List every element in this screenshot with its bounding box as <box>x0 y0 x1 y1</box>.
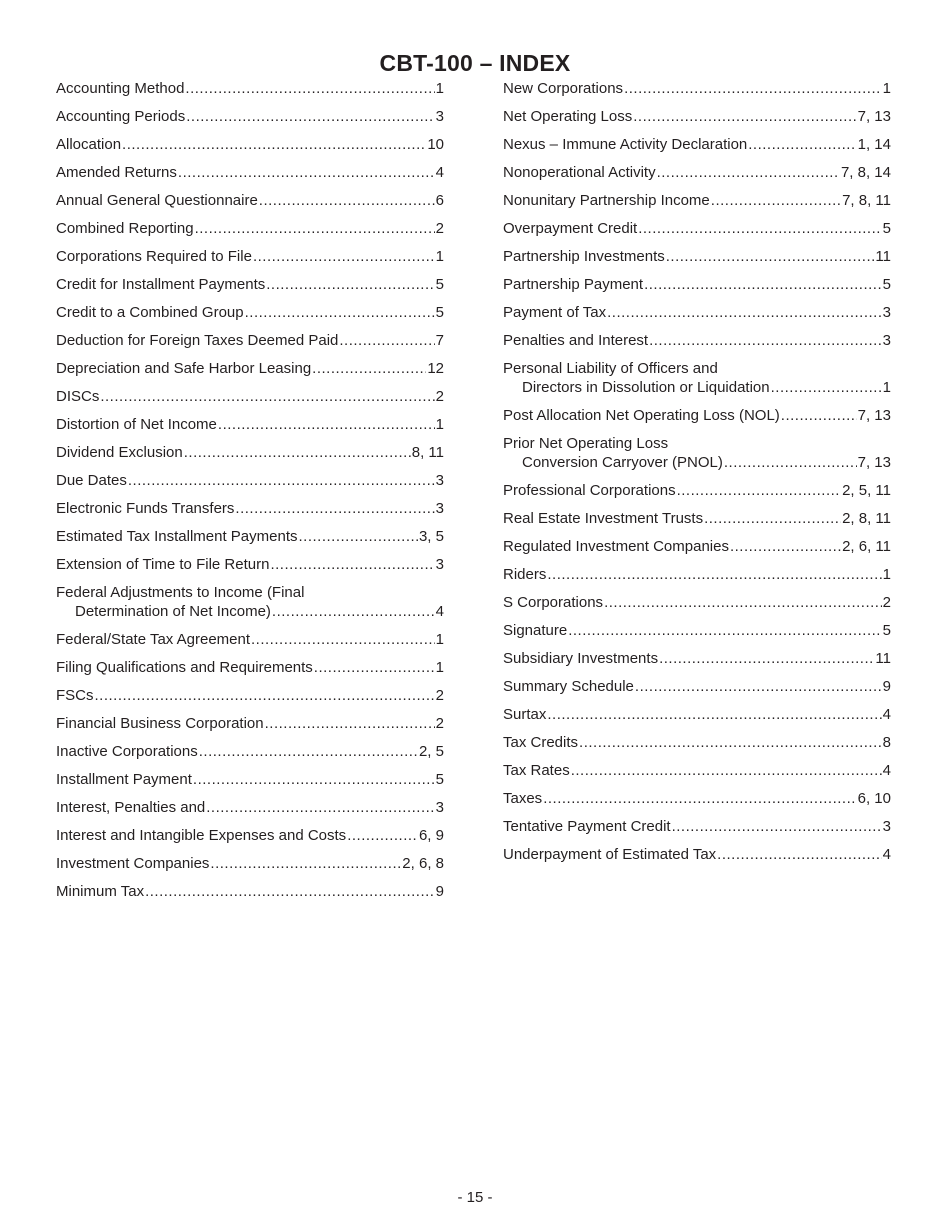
index-entry <box>503 135 891 154</box>
index-entry <box>503 565 891 584</box>
index-entry-label: Credit for Installment Payments <box>56 276 266 293</box>
index-entry <box>503 509 891 528</box>
index-entry-page: 1 <box>435 248 444 265</box>
index-entry-page: 2 <box>435 220 444 237</box>
index-entry-page: 3 <box>435 108 444 125</box>
index-entry-label: Tentative Payment Credit <box>503 818 671 835</box>
index-entry <box>503 537 891 556</box>
index-entry-label: Electronic Funds Transfers <box>56 500 235 517</box>
index-entry-page: 1 <box>435 631 444 648</box>
index-entry-page: 4 <box>435 603 444 620</box>
dot-leader <box>711 191 841 210</box>
index-entry-label: Overpayment Credit <box>503 220 638 237</box>
index-entry-page: 2, 5 <box>418 743 444 760</box>
dot-leader <box>771 378 882 397</box>
index-entry-page: 4 <box>882 846 891 863</box>
index-entry-label: Underpayment of Estimated Tax <box>503 846 717 863</box>
dot-leader <box>145 882 435 901</box>
index-entry <box>56 854 444 873</box>
index-entry-line <box>503 481 891 500</box>
dot-leader <box>638 219 881 238</box>
index-entry-page: 7, 13 <box>857 108 891 125</box>
index-entry <box>503 789 891 808</box>
index-entry-page: 1 <box>882 80 891 97</box>
index-entry-page: 6, 9 <box>418 827 444 844</box>
index-entry-page: 6 <box>435 192 444 209</box>
index-entry-line <box>503 789 891 808</box>
index-entry-label: Directors in Dissolution or Liquidation <box>522 379 770 396</box>
index-entry <box>56 415 444 434</box>
dot-leader <box>251 630 435 649</box>
index-entry-label: Financial Business Corporation <box>56 715 264 732</box>
index-entry-line <box>56 798 444 817</box>
index-entry-page: 3 <box>882 818 891 835</box>
index-entry-page: 5 <box>882 276 891 293</box>
index-entry-line <box>503 247 891 266</box>
dot-leader <box>95 686 435 705</box>
index-entry-label: Tax Rates <box>503 762 570 779</box>
index-entry-line <box>56 826 444 845</box>
dot-leader <box>579 733 882 752</box>
index-entry-page: 2 <box>435 687 444 704</box>
index-entry <box>56 630 444 649</box>
index-entry-page: 1 <box>882 379 891 396</box>
index-entry-page: 3 <box>435 556 444 573</box>
index-entry-label: Nonoperational Activity <box>503 164 656 181</box>
index-entry-line <box>503 565 891 584</box>
index-entry-line <box>56 686 444 705</box>
index-entry-line <box>503 537 891 556</box>
index-entry-line <box>56 555 444 574</box>
index-entry-line <box>503 845 891 864</box>
index-entry-page: 2 <box>435 715 444 732</box>
index-entry-label: Nonunitary Partnership Income <box>503 192 710 209</box>
index-entry <box>56 471 444 490</box>
index-entry-line <box>503 219 891 238</box>
index-entry-line <box>56 471 444 490</box>
dot-leader <box>185 79 434 98</box>
index-entry-page: 4 <box>435 164 444 181</box>
index-entry-page: 7 <box>435 332 444 349</box>
index-entry-label: Depreciation and Safe Harbor Leasing <box>56 360 312 377</box>
index-entry-page: 5 <box>435 771 444 788</box>
index-entry-line <box>56 247 444 266</box>
index-entry-label: Investment Companies <box>56 855 210 872</box>
dot-leader <box>245 303 435 322</box>
index-entry-label: Professional Corporations <box>503 482 676 499</box>
index-entry-page: 6, 10 <box>857 790 891 807</box>
index-entry <box>56 882 444 901</box>
index-entry <box>503 359 891 397</box>
dot-leader <box>314 658 435 677</box>
dot-leader <box>659 649 874 668</box>
index-entry-line <box>56 219 444 238</box>
dot-leader <box>672 817 882 836</box>
dot-leader <box>122 135 426 154</box>
index-entry <box>56 527 444 546</box>
index-entry <box>56 247 444 266</box>
index-entry <box>56 275 444 294</box>
dot-leader <box>571 761 882 780</box>
index-entry-label: Federal/State Tax Agreement <box>56 631 251 648</box>
index-entry-page: 7, 8, 11 <box>842 192 891 209</box>
index-entry-label: Corporations Required to File <box>56 248 252 265</box>
index-entry-label: Penalties and Interest <box>503 332 649 349</box>
index-entry-line <box>503 79 891 98</box>
index-entry-label: Signature <box>503 622 568 639</box>
index-entry-label: Combined Reporting <box>56 220 194 237</box>
dot-leader <box>624 79 882 98</box>
dot-leader <box>607 303 882 322</box>
index-entry-line <box>56 658 444 677</box>
index-entry-line <box>56 630 444 649</box>
dot-leader <box>312 359 426 378</box>
index-entry-line <box>503 163 891 182</box>
index-entry <box>503 434 891 472</box>
index-entry-line <box>56 527 444 546</box>
index-entry-label: Regulated Investment Companies <box>503 538 729 555</box>
index-entry-label: Annual General Questionnaire <box>56 192 258 209</box>
index-entry-line <box>503 649 891 668</box>
index-entry <box>56 107 444 126</box>
index-entry <box>503 303 891 322</box>
index-entry-label: Amended Returns <box>56 164 177 181</box>
index-entry-page: 12 <box>427 360 444 377</box>
index-entry-page: 2, 5, 11 <box>842 482 891 499</box>
index-entry <box>503 79 891 98</box>
index-entry-label: Distortion of Net Income <box>56 416 217 433</box>
dot-leader <box>178 163 435 182</box>
index-entry-label: Post Allocation Net Operating Loss (NOL) <box>503 407 780 424</box>
index-entry-page: 3 <box>435 472 444 489</box>
index-entry-line <box>56 499 444 518</box>
dot-leader <box>543 789 856 808</box>
dot-leader <box>568 621 881 640</box>
dot-leader <box>218 415 435 434</box>
index-entry-label: Taxes <box>503 790 543 807</box>
index-entry-page: 1 <box>435 659 444 676</box>
index-entry-label: Due Dates <box>56 472 127 489</box>
index-entry-page: 2 <box>435 388 444 405</box>
dot-leader <box>649 331 882 350</box>
index-entry-label: Estimated Tax Installment Payments <box>56 528 298 545</box>
index-entry-line <box>503 331 891 350</box>
index-entry-label: Federal Adjustments to Income (Final <box>56 584 305 601</box>
index-entry-line <box>503 705 891 724</box>
index-entry-line <box>56 303 444 322</box>
index-entry-line <box>56 443 444 462</box>
index-entry <box>503 406 891 425</box>
index-entry <box>56 219 444 238</box>
index-entry-line <box>503 453 891 472</box>
index-entry-label: Accounting Periods <box>56 108 186 125</box>
index-entry-label: Credit to a Combined Group <box>56 304 244 321</box>
dot-leader <box>717 845 881 864</box>
index-entry-page: 2 <box>882 594 891 611</box>
index-entry <box>503 677 891 696</box>
index-entry-label: Tax Credits <box>503 734 579 751</box>
index-entry-page: 2, 6, 11 <box>842 538 891 555</box>
index-entry-line <box>503 275 891 294</box>
index-entry-label: FSCs <box>56 687 94 704</box>
index-entry <box>56 163 444 182</box>
index-entry <box>503 593 891 612</box>
index-entry <box>56 135 444 154</box>
index-entry-line <box>503 359 891 378</box>
dot-leader <box>100 387 434 406</box>
dot-leader <box>677 481 841 500</box>
index-entry <box>503 761 891 780</box>
index-entry-line <box>56 79 444 98</box>
index-entry-line <box>503 406 891 425</box>
index-entry-line <box>56 882 444 901</box>
index-entry-label: DISCs <box>56 388 100 405</box>
page-number: - 15 - <box>457 1189 493 1206</box>
index-entry-page: 11 <box>875 650 891 667</box>
index-entry-page: 7, 8, 14 <box>840 164 891 181</box>
dot-leader <box>199 742 418 761</box>
index-entry-line <box>503 509 891 528</box>
dot-leader <box>253 247 435 266</box>
index-entry-label: Real Estate Investment Trusts <box>503 510 704 527</box>
index-entry-label: Interest and Intangible Expenses and Costs <box>56 827 347 844</box>
index-entry-label: Prior Net Operating Loss <box>503 435 669 452</box>
index-entry-line <box>56 854 444 873</box>
index-entry-line <box>503 593 891 612</box>
index-entry-page: 9 <box>882 678 891 695</box>
index-entry-label: Summary Schedule <box>503 678 634 695</box>
index-entry-page: 10 <box>427 136 444 153</box>
index-entry-page: 3 <box>435 799 444 816</box>
dot-leader <box>272 602 435 621</box>
index-entry-page: 2, 6, 8 <box>402 855 444 872</box>
index-entry-page: 5 <box>882 220 891 237</box>
index-entry-label: Dividend Exclusion <box>56 444 183 461</box>
index-column-left <box>56 79 444 910</box>
dot-leader <box>206 798 434 817</box>
index-entry-page: 7, 13 <box>857 454 891 471</box>
index-entry-label: Conversion Carryover (PNOL) <box>522 454 723 471</box>
index-entry <box>503 247 891 266</box>
index-entry-line <box>56 359 444 378</box>
dot-leader <box>265 714 435 733</box>
index-entry-label: Surtax <box>503 706 547 723</box>
dot-leader <box>270 555 434 574</box>
index-entry-line <box>503 191 891 210</box>
dot-leader <box>724 453 857 472</box>
index-entry-label: S Corporations <box>503 594 604 611</box>
index-entry-line <box>56 107 444 126</box>
index-entry <box>56 359 444 378</box>
index-entry-page: 5 <box>435 276 444 293</box>
index-entry <box>503 107 891 126</box>
index-entry-label: Partnership Payment <box>503 276 644 293</box>
index-entry-line <box>503 817 891 836</box>
index-entry-line <box>56 275 444 294</box>
index-entry-label: Allocation <box>56 136 122 153</box>
index-entry-line <box>503 733 891 752</box>
index-entry-page: 1 <box>882 566 891 583</box>
index-entry <box>503 621 891 640</box>
index-entry-line <box>503 303 891 322</box>
index-entry-page: 3 <box>435 500 444 517</box>
index-entry <box>503 705 891 724</box>
index-entry <box>56 555 444 574</box>
index-entry-page: 3 <box>882 304 891 321</box>
index-entry-line <box>503 107 891 126</box>
index-entry-line <box>503 761 891 780</box>
index-entry-label: Interest, Penalties and <box>56 799 206 816</box>
index-entry-page: 4 <box>882 762 891 779</box>
dot-leader <box>186 107 434 126</box>
dot-leader <box>128 471 435 490</box>
index-entry-page: 11 <box>875 248 891 265</box>
index-entry <box>56 714 444 733</box>
dot-leader <box>633 107 856 126</box>
dot-leader <box>184 443 411 462</box>
index-entry-page: 4 <box>882 706 891 723</box>
index-entry <box>56 583 444 621</box>
index-entry-label: Accounting Method <box>56 80 185 97</box>
index-entry <box>503 649 891 668</box>
index-entry-line <box>56 135 444 154</box>
index-entry-page: 8 <box>882 734 891 751</box>
dot-leader <box>339 331 434 350</box>
index-entry-label: Personal Liability of Officers and <box>503 360 718 377</box>
index-entry-line <box>56 770 444 789</box>
index-entry-label: Deduction for Foreign Taxes Deemed Paid <box>56 332 339 349</box>
index-entry-label: Filing Qualifications and Requirements <box>56 659 313 676</box>
dot-leader <box>635 677 882 696</box>
index-entry-line <box>56 331 444 350</box>
index-entry-page: 9 <box>435 883 444 900</box>
index-entry <box>503 481 891 500</box>
index-entry-label: New Corporations <box>503 80 624 97</box>
dot-leader <box>347 826 418 845</box>
index-entry <box>503 191 891 210</box>
index-entry <box>56 303 444 322</box>
index-entry-line <box>56 714 444 733</box>
index-entry-page: 3 <box>882 332 891 349</box>
index-entry <box>503 817 891 836</box>
index-entry <box>503 845 891 864</box>
index-entry-label: Partnership Investments <box>503 248 665 265</box>
dot-leader <box>547 565 881 584</box>
dot-leader <box>748 135 856 154</box>
index-entry <box>503 219 891 238</box>
index-entry <box>56 191 444 210</box>
index-entry-label: Determination of Net Income) <box>75 603 271 620</box>
index-entry-line <box>56 742 444 761</box>
index-entry-label: Payment of Tax <box>503 304 607 321</box>
index-entry <box>56 742 444 761</box>
index-entry-page: 1 <box>435 80 444 97</box>
index-entry <box>56 658 444 677</box>
dot-leader <box>666 247 875 266</box>
index-entry-line <box>503 135 891 154</box>
index-entry-line <box>56 191 444 210</box>
dot-leader <box>299 527 418 546</box>
index-entry-page: 1 <box>435 416 444 433</box>
index-entry-label: Installment Payment <box>56 771 192 788</box>
dot-leader <box>259 191 435 210</box>
index-entry <box>503 331 891 350</box>
index-entry-page: 3, 5 <box>418 528 444 545</box>
index-entry-line <box>56 602 444 621</box>
index-entry-page: 2, 8, 11 <box>842 510 891 527</box>
index-entry-label: Subsidiary Investments <box>503 650 659 667</box>
index-entry-label: Net Operating Loss <box>503 108 633 125</box>
index-entry <box>56 686 444 705</box>
index-entry-page: 5 <box>882 622 891 639</box>
index-column-right <box>503 79 891 873</box>
dot-leader <box>193 770 435 789</box>
dot-leader <box>604 593 882 612</box>
dot-leader <box>657 163 840 182</box>
index-entry <box>503 275 891 294</box>
index-entry-line <box>56 583 444 602</box>
index-entry <box>56 79 444 98</box>
dot-leader <box>195 219 435 238</box>
dot-leader <box>644 275 882 294</box>
dot-leader <box>210 854 401 873</box>
index-entry-line <box>56 387 444 406</box>
index-entry-line <box>503 621 891 640</box>
index-entry <box>56 798 444 817</box>
index-entry-line <box>503 378 891 397</box>
dot-leader <box>704 509 841 528</box>
dot-leader <box>235 499 434 518</box>
index-entry <box>503 163 891 182</box>
index-entry-label: Minimum Tax <box>56 883 145 900</box>
index-entry <box>56 443 444 462</box>
dot-leader <box>547 705 881 724</box>
index-entry-label: Nexus – Immune Activity Declaration <box>503 136 748 153</box>
index-entry <box>503 733 891 752</box>
index-entry-label: Riders <box>503 566 547 583</box>
index-entry-label: Inactive Corporations <box>56 743 198 760</box>
index-entry <box>56 826 444 845</box>
index-entry-page: 1, 14 <box>857 136 891 153</box>
index-entry-label: Extension of Time to File Return <box>56 556 270 573</box>
index-entry-page: 7, 13 <box>857 407 891 424</box>
index-entry-page: 8, 11 <box>411 444 444 461</box>
index-entry-page: 5 <box>435 304 444 321</box>
index-entry-line <box>56 163 444 182</box>
index-entry <box>56 331 444 350</box>
index-entry <box>56 387 444 406</box>
index-entry-line <box>503 434 891 453</box>
index-entry <box>56 499 444 518</box>
dot-leader <box>730 537 841 556</box>
index-entry-line <box>56 415 444 434</box>
index-entry <box>56 770 444 789</box>
page-title: CBT-100 – INDEX <box>379 50 571 76</box>
index-entry-line <box>503 677 891 696</box>
dot-leader <box>266 275 434 294</box>
dot-leader <box>781 406 857 425</box>
